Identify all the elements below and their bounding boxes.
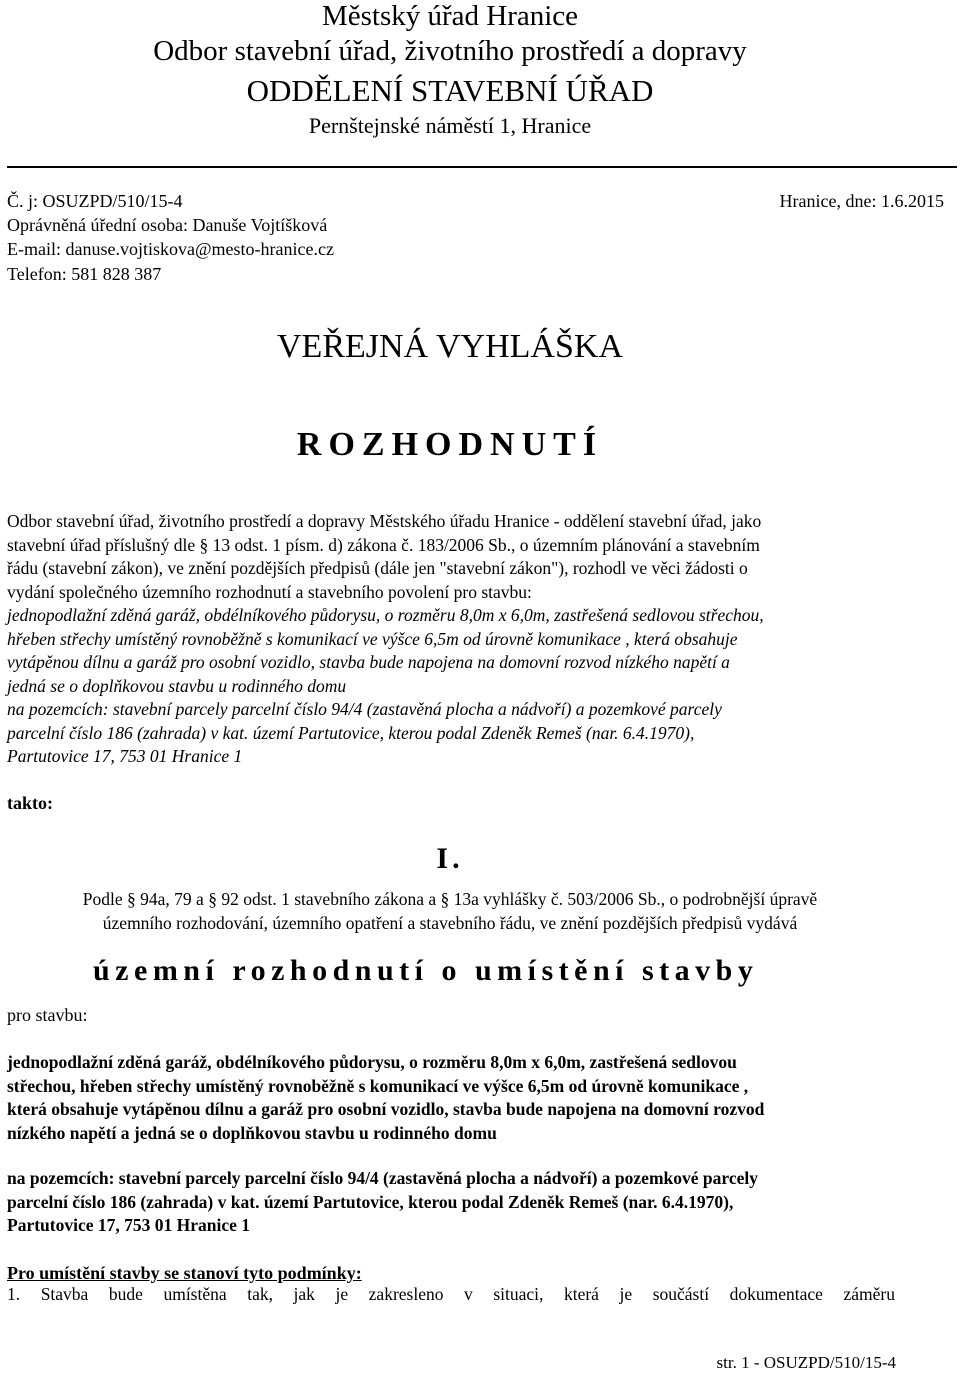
- building-line: nízkého napětí a jedná se o doplňkovou stavbu u rodinného domu: [7, 1122, 497, 1143]
- section-name: ODDĚLENÍ STAVEBNÍ ÚŘAD: [246, 73, 654, 108]
- header-divider: [7, 166, 957, 168]
- parcel-line: na pozemcích: stavební parcely parcelní číslo 94/4 (zastavěná plocha a nádvoří) a pozemkové parcely: [7, 1168, 758, 1188]
- page-footer: str. 1 - OSUZPD/510/15-4: [716, 1353, 896, 1372]
- intro-paragraph: [7, 510, 895, 769]
- intro-line: Odbor stavební úřad, životního prostředí a dopravy Městského úřadu Hranice - oddělení stavební úřad, jako: [7, 511, 762, 531]
- department-name: Odbor stavební úřad, životního prostředí a dopravy: [153, 35, 747, 67]
- parcel-description-line: na pozemcích: stavební parcely parcelní číslo 94/4 (zastavěná plocha a nádvoří) a pozemkové parcely: [7, 699, 722, 719]
- decision-heading: územní rozhodnutí o umístění stavby: [93, 954, 759, 987]
- legal-basis-line: územního rozhodování, územního opatření a stavebního řádu, ve znění pozdějších předpisů vydává: [102, 913, 798, 933]
- office-name: Městský úřad Hranice: [321, 0, 579, 32]
- legal-basis-line: Podle § 94a, 79 a § 92 odst. 1 stavebního zákona a § 13a vyhlášky č. 503/2006 Sb., o podrobnější úpravě: [82, 889, 818, 909]
- office-address: Pernštejnské náměstí 1, Hranice: [308, 113, 592, 138]
- building-paragraph: [7, 1051, 895, 1145]
- reference-number: Č. j: OSUZPD/510/15-4: [7, 191, 183, 211]
- parcel-line: parcelní číslo 186 (zahrada) v kat. území Partutovice, kterou podal Zdeněk Remeš (nar. 6.4.1970),: [7, 1191, 734, 1212]
- building-line: která obsahuje vytápěnou dílnu a garáž pro osobní vozidlo, stavba bude napojena na domovní rozvod: [7, 1099, 765, 1119]
- conditions-heading: Pro umístění stavby se stanoví tyto podmínky:: [7, 1263, 362, 1283]
- public-notice-title: VEŘEJNÁ VYHLÁŠKA: [277, 328, 623, 365]
- takto-label: takto:: [7, 793, 53, 813]
- intro-line: řádu (stavební zákon), ve znění pozdějších předpisů (dále jen "stavební zákon"), rozhodl ve věci žádosti o: [7, 558, 748, 578]
- parcel-description-line: Partutovice 17, 753 01 Hranice 1: [7, 746, 243, 766]
- building-description-line: jednopodlažní zděná garáž, obdélníkového půdorysu, o rozměru 8,0m x 6,0m, zastřešená sedlovou střechou,: [7, 605, 764, 625]
- pro-stavbu-label: pro stavbu:: [7, 1005, 88, 1025]
- building-description-line: vytápěnou dílnu a garáž pro osobní vozidlo, stavba bude napojena na domovní rozvod nízkého napětí a: [7, 652, 730, 672]
- condition-item: 1. Stavba bude umístěna tak, jak je zakresleno v situaci, která je součástí dokumentace záměru: [7, 1284, 895, 1304]
- parcel-line: Partutovice 17, 753 01 Hranice 1: [7, 1215, 251, 1235]
- intro-line: stavební úřad příslušný dle § 13 odst. 1 písm. d) zákona č. 183/2006 Sb., o územním plánování a stavebním: [7, 534, 760, 555]
- building-description-line: jedná se o doplňkovou stavbu u rodinného domu: [7, 675, 347, 696]
- official-person: Oprávněná úřední osoba: Danuše Vojtíšková: [7, 215, 328, 235]
- phone-contact: Telefon: 581 828 387: [7, 264, 162, 284]
- parcel-description-line: parcelní číslo 186 (zahrada) v kat. území Partutovice, kterou podal Zdeněk Remeš (nar. 6.4.1970),: [7, 722, 695, 743]
- section-number: I.: [436, 842, 464, 875]
- building-line: střechou, hřeben střechy umístěný rovnoběžně s komunikací ve výšce 6,5m od úrovně komunikace ,: [7, 1075, 749, 1096]
- legal-basis: [0, 887, 900, 935]
- intro-line: vydání společného územního rozhodnutí a stavebního povolení pro stavbu:: [7, 581, 532, 602]
- issue-date: Hranice, dne: 1.6.2015: [779, 191, 944, 211]
- email-contact: E-mail: danuse.vojtiskova@mesto-hranice.cz: [7, 239, 334, 259]
- building-line: jednopodlažní zděná garáž, obdélníkového půdorysu, o rozměru 8,0m x 6,0m, zastřešená sedlovou: [7, 1052, 737, 1072]
- decision-title: ROZHODNUTÍ: [296, 426, 604, 463]
- building-description-line: hřeben střechy umístěný rovnoběžně s komunikací ve výšce 6,5m od úrovně komunikace , která obsahuje: [7, 628, 738, 649]
- parcels-paragraph: [7, 1167, 895, 1238]
